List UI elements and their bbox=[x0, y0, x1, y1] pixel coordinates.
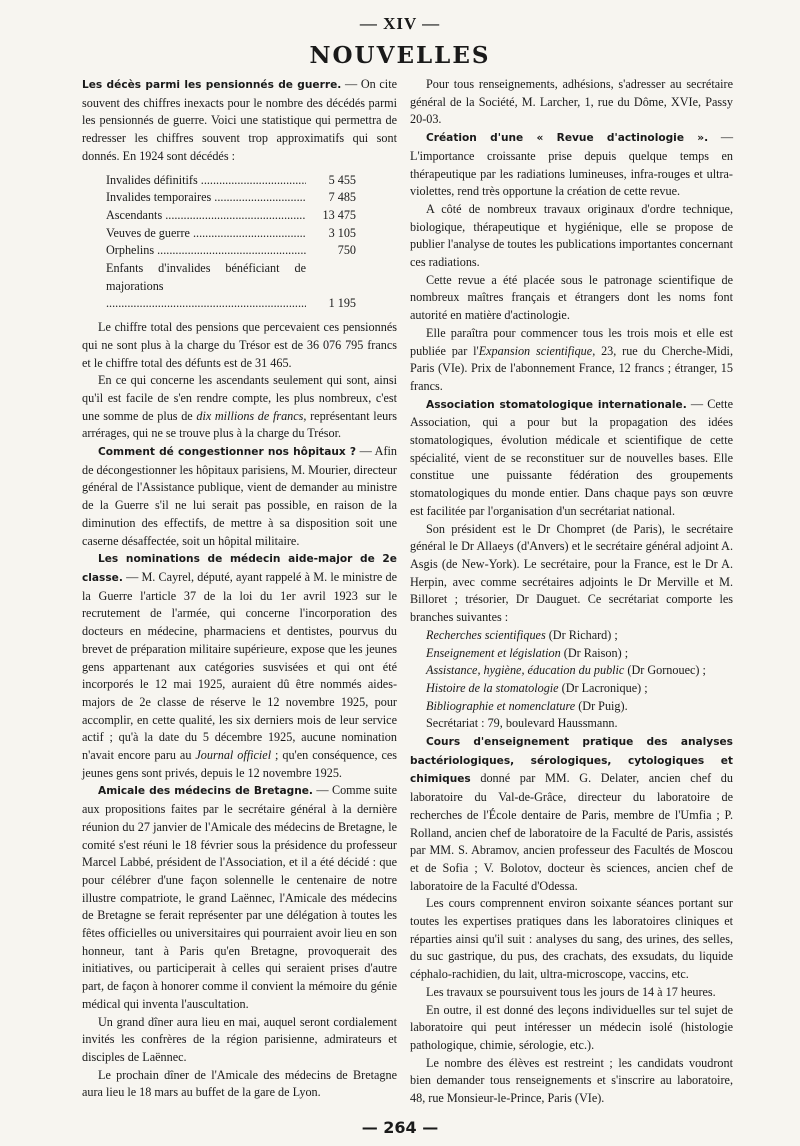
article-text: — Cette Association, qui a pour but la propagation des idées stomatologiques, évolution médicale et scientifique de cette spécialité, vient de se reconstituer sur de nouvelles bases. Elle constitue une puissante fédération des groupements stomatologiques du monde entier. Dans chaque pays son œuvre est facilitée par l'organisation d'un secrétariat national. bbox=[410, 396, 733, 518]
paragraph: Le prochain dîner de l'Amicale des médecins de Bretagne aura lieu le 18 mars au buffet de la gare de Lyon. bbox=[82, 1067, 397, 1100]
article-deces bbox=[82, 76, 397, 166]
article-hopitaux bbox=[82, 443, 397, 550]
article-text: — Afin de décongestionner les hôpitaux parisiens, M. Mourier, directeur général de l'Assistance publique, vient de demander au ministre de la Guerre s'il ne lui serait pas possible, en raison de la diminution des effectifs, de mettre à sa disposition soit une caserne désaffectée, soit un hôpital militaire. bbox=[82, 444, 397, 548]
paragraph: Elle paraîtra pour commencer tous les trois mois et elle est publiée par l'Expansion scientifique, 23, rue du Cherche-Midi, Paris (VIe). Prix de l'abonnement France, 12 francs ; étranger, 15 francs. bbox=[410, 325, 733, 393]
branch-item: Histoire de la stomatologie (Dr Lacronique) ; bbox=[426, 680, 648, 695]
branch-item: Bibliographie et nomenclature (Dr Puig). bbox=[426, 698, 628, 713]
article-title: Création d'une « Revue d'actinologie ». bbox=[426, 132, 709, 145]
article-title: Les nominations de médecin aide-major de 2e classe. bbox=[82, 553, 397, 584]
stat-row: Ascendants ..... 13 475 bbox=[106, 207, 356, 225]
paragraph: Le nombre des élèves est restreint ; les candidats voudront bien demander tous renseignements et s'inscrire au laboratoire, 48, rue Monsieur-le-Prince, Paris (VIe). bbox=[410, 1055, 733, 1106]
paragraph: En ce qui concerne les ascendants seulement qui sont, ainsi qu'il est facile de s'en rendre compte, les plus nombreux, c'est une somme de plus de dix millions de francs, représentant leurs arrérages, qui ne se trouve plus à la charge du Trésor. bbox=[82, 373, 397, 441]
article-text: — Comme suite aux propositions faites par le secrétaire général à la dernière réunion du 27 janvier de l'Amicale des médecins de Bretagne, le comité s'est réuni le 18 février sous la présidence du professeur Marcel Labbé, président de l'Association, et il a été décidé : que pour célébrer d'une façon solennelle le centenaire de notre illustre compatriote, le grand Laënnec, l'Amicale des médecins de Bretagne se ferait représenter par une délégation à toutes les fêtes officielles ou universitaires qui pourraient avoir lieu en son honneur, tant à Paris qu'en Bretagne, provoquerait des initiatives, ou participerait à celles qui seraient prises d'autre part, de façon à honorer comme il convient la mémoire du génie médical qui inventa l'auscultation. bbox=[82, 783, 397, 1011]
article-cours bbox=[410, 733, 733, 895]
paragraph: Le chiffre total des pensions que percevaient ces pensionnés qui ne sont plus à la charge du Trésor est de 36 076 795 francs et le chiffre total des défunts est de 31 465. bbox=[82, 320, 397, 370]
right-column bbox=[410, 76, 733, 1108]
article-title: Association stomatologique internationale. bbox=[426, 398, 687, 411]
article-text: — On cite souvent des chiffres inexacts pour le nombre des décédés parmi les pensionnés de guerre. Voici une statistique qui permettra de redresser les chiffres souvent trop approximatifs qui sont donnés. En 1924 sont décédés : bbox=[82, 77, 397, 163]
article-stomatologie bbox=[410, 396, 733, 521]
article-text: donné par MM. G. Delater, ancien chef du laboratoire du Val-de-Grâce, directeur du laboratoire de recherches de l'École dentaire de Paris, membre de l'Umfia ; P. Rolland, ancien chef de laboratoire de la Faculté de Paris, assistés par MM. S. Abramov, ancien professeur des Facultés de Moscou et de Sofia ; V. Bolotov, docteur ès sciences, ancien chef de laboratoire de la Faculté d'Odessa. bbox=[410, 771, 733, 893]
deaths-statistics-table bbox=[106, 172, 356, 314]
paragraph: Les cours comprennent environ soixante séances portant sur toutes les expertises pratiques dans les laboratoires cliniques et réparties ainsi qu'il suit : analyses du sang, des urines, des selles, du suc gastrique, du pus, des crachats, des exsudats, du liquide céphalo-rachidien, du lait, ultra-microscope, vaccins, etc. bbox=[410, 896, 733, 982]
stat-row: Veuves de guerre ..... 3 105 bbox=[106, 225, 356, 243]
article-title: Comment dé congestionner nos hôpitaux ? bbox=[98, 446, 357, 459]
article-title: Amicale des médecins de Bretagne. bbox=[98, 785, 313, 798]
paragraph: A côté de nombreux travaux originaux d'ordre technique, biologique, thérapeutique et hygiénique, elle se propose de publier l'analyse de toutes les publications importantes concernant ces radiations. bbox=[410, 201, 733, 270]
page-title: NOUVELLES bbox=[309, 42, 491, 69]
paragraph: Son président est le Dr Chompret (de Paris), le secrétaire général le Dr Allaeys (d'Anvers) et le secrétaire général adjoint A. Asgis (de New-York). Le secrétaire, pour la France, est le Dr A. Herpin, avec comme secrétaires adjoints le Dr Merville et M. Billoret ; trésorier, Dr Dauguet. Ce secrétariat comporte les branches suivantes : bbox=[410, 521, 733, 625]
branch-item: Assistance, hygiène, éducation du public (Dr Gornouec) ; bbox=[426, 663, 706, 678]
header-page-number: — XIV — bbox=[359, 14, 441, 33]
article-title: Les décès parmi les pensionnés de guerre. bbox=[82, 79, 342, 91]
paragraph: Cette revue a été placée sous le patronage scientifique de nombreux maîtres français et étrangers dont les noms font autorité en matière d'actinologie. bbox=[410, 272, 733, 323]
article-title: Cours d'enseignement pratique des analyses bactériologiques, sérologiques, cytologiques et chimiques bbox=[410, 736, 733, 786]
branch-item: Recherches scientifiques (Dr Richard) ; bbox=[426, 627, 618, 642]
left-column bbox=[82, 76, 397, 1102]
paragraph: Les travaux se poursuivent tous les jours de 14 à 17 heures. bbox=[426, 984, 716, 999]
stat-row: Enfants d'invalides bénéficiant de majorations ..... 1 195 bbox=[106, 260, 356, 313]
branch-item: Enseignement et législation (Dr Raison) ; bbox=[426, 645, 629, 660]
article-nominations: Les nominations de médecin aide-major de 2e classe. — M. Cayrel, député, ayant rappelé à M. le ministre de la Guerre l'article 37 de la loi du 1er avril 1923 sur le recrutement de l'armée, qui concerne l'incorporation des docteurs en médecine, pharmaciens et dentistes, pourvus du brevet de préparation militaire supérieure, expose que les jeunes gens appartenant aux catégories susvisées et qui ont été incorporés le 12 mai 1925, auraient dû être nommés aides-majors de 2e classe de réserve le 12 novembre 1925, pour accomplir, en cette qualité, les six derniers mois de leur service actif ; qu'à la date du 5 décembre 1925, aucune nomination n'avait encore paru au Journal officiel ; qu'en conséquence, ces jeunes gens sont privés, depuis le 12 novembre 1925. bbox=[82, 553, 398, 780]
paragraph: Pour tous renseignements, adhésions, s'adresser au secrétaire général de la Société, M. Larcher, 1, rue du Dôme, XVIe, Passy 20-03. bbox=[410, 77, 733, 127]
article-text: — L'importance croissante prise depuis quelque temps en thérapeutique par les radiations lumineuses, infra-rouges et ultra-violettes, rend très opportune la création de cette revue. bbox=[410, 130, 734, 199]
stat-row: Orphelins ..... 750 bbox=[106, 242, 356, 260]
footer-page-number: — 264 — bbox=[361, 1118, 439, 1137]
stat-row: Invalides définitifs ..... 5 455 bbox=[106, 172, 356, 190]
paragraph: En outre, il est donné des leçons individuelles sur tel sujet de laboratoire qui peut intéresser un médecin isolé (histologie pathologique, chimie, sérologie, etc.). bbox=[410, 1002, 733, 1052]
stat-row: Invalides temporaires ..... 7 485 bbox=[106, 189, 356, 207]
paragraph: Secrétariat : 79, boulevard Haussmann. bbox=[426, 716, 618, 731]
article-revue-actinologie bbox=[410, 129, 733, 201]
paragraph: Un grand dîner aura lieu en mai, auquel seront cordialement invités les confrères de la région parisienne, admirateurs et disciples de Laënnec. bbox=[82, 1014, 397, 1064]
article-bretagne bbox=[82, 782, 397, 1013]
